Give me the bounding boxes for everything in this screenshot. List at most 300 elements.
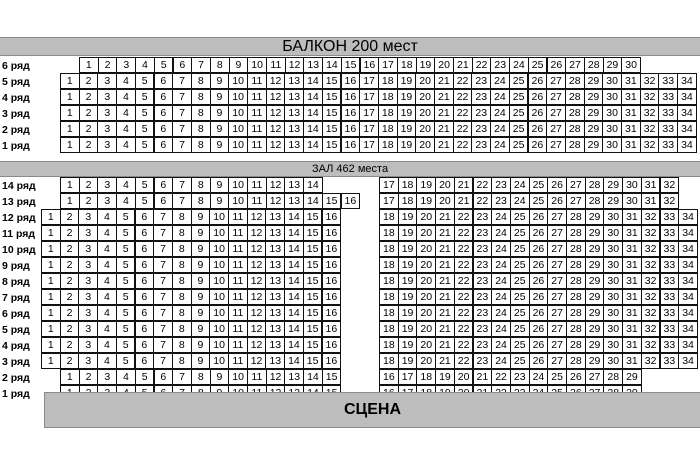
hall-seat[interactable]: 11	[228, 305, 248, 321]
hall-seat[interactable]: 18	[379, 353, 399, 369]
hall-seat[interactable]: 18	[398, 193, 418, 209]
hall-seat[interactable]: 26	[529, 273, 549, 289]
hall-seat[interactable]: 25	[510, 289, 530, 305]
hall-seat[interactable]: 23	[473, 337, 493, 353]
hall-seat[interactable]: 1	[41, 353, 61, 369]
hall-seat[interactable]: 19	[398, 353, 418, 369]
balcony-seat[interactable]: 6	[154, 105, 174, 121]
hall-seat[interactable]: 18	[379, 273, 399, 289]
balcony-seat[interactable]: 2	[79, 73, 99, 89]
hall-seat[interactable]: 29	[585, 289, 605, 305]
hall-seat[interactable]: 10	[209, 241, 229, 257]
hall-seat[interactable]: 12	[247, 289, 267, 305]
hall-seat[interactable]: 7	[153, 257, 173, 273]
balcony-seat[interactable]: 25	[509, 137, 529, 153]
balcony-seat[interactable]: 8	[210, 57, 230, 73]
hall-seat[interactable]: 22	[454, 241, 474, 257]
hall-seat[interactable]: 27	[547, 353, 567, 369]
hall-seat[interactable]: 34	[678, 257, 698, 273]
hall-seat[interactable]: 21	[454, 177, 474, 193]
hall-seat[interactable]: 20	[416, 321, 436, 337]
balcony-seat[interactable]: 15	[341, 57, 361, 73]
hall-seat[interactable]: 20	[435, 193, 455, 209]
balcony-seat[interactable]: 34	[677, 137, 697, 153]
hall-seat[interactable]: 29	[585, 273, 605, 289]
hall-seat[interactable]: 2	[60, 353, 80, 369]
balcony-seat[interactable]: 9	[210, 137, 230, 153]
balcony-seat[interactable]: 26	[547, 57, 567, 73]
balcony-seat[interactable]: 2	[79, 121, 99, 137]
hall-seat[interactable]: 2	[60, 337, 80, 353]
balcony-seat[interactable]: 1	[60, 137, 80, 153]
hall-seat[interactable]: 3	[78, 273, 98, 289]
balcony-seat[interactable]: 2	[98, 57, 118, 73]
hall-seat[interactable]: 19	[398, 321, 418, 337]
hall-seat[interactable]: 16	[322, 321, 342, 337]
balcony-seat[interactable]: 9	[210, 73, 230, 89]
hall-seat[interactable]: 31	[622, 209, 642, 225]
hall-seat[interactable]: 14	[303, 177, 323, 193]
balcony-seat[interactable]: 19	[397, 121, 417, 137]
hall-seat[interactable]: 24	[491, 225, 511, 241]
balcony-seat[interactable]: 29	[584, 137, 604, 153]
balcony-seat[interactable]: 29	[584, 73, 604, 89]
hall-seat[interactable]: 14	[284, 225, 304, 241]
hall-seat[interactable]: 13	[265, 257, 285, 273]
hall-seat[interactable]: 5	[116, 209, 136, 225]
hall-seat[interactable]: 13	[265, 305, 285, 321]
hall-seat[interactable]: 28	[566, 353, 586, 369]
hall-seat[interactable]: 13	[265, 289, 285, 305]
hall-seat[interactable]: 27	[547, 305, 567, 321]
balcony-seat[interactable]: 11	[266, 57, 286, 73]
balcony-seat[interactable]: 19	[397, 89, 417, 105]
hall-seat[interactable]: 6	[154, 369, 174, 385]
hall-seat[interactable]: 4	[97, 257, 117, 273]
balcony-seat[interactable]: 6	[173, 57, 193, 73]
hall-seat[interactable]: 23	[510, 369, 530, 385]
hall-seat[interactable]: 24	[491, 273, 511, 289]
hall-seat[interactable]: 29	[585, 321, 605, 337]
hall-seat[interactable]: 21	[435, 321, 455, 337]
balcony-seat[interactable]: 6	[154, 89, 174, 105]
balcony-seat[interactable]: 26	[528, 89, 548, 105]
hall-seat[interactable]: 4	[97, 289, 117, 305]
hall-seat[interactable]: 15	[303, 337, 323, 353]
hall-seat[interactable]: 14	[284, 209, 304, 225]
hall-seat[interactable]: 6	[135, 273, 155, 289]
hall-seat[interactable]: 23	[473, 225, 493, 241]
hall-seat[interactable]: 26	[529, 305, 549, 321]
hall-seat[interactable]: 7	[172, 177, 192, 193]
hall-seat[interactable]: 18	[379, 257, 399, 273]
balcony-seat[interactable]: 13	[284, 137, 304, 153]
hall-seat[interactable]: 31	[622, 273, 642, 289]
hall-seat[interactable]: 22	[473, 193, 493, 209]
hall-seat[interactable]: 8	[172, 273, 192, 289]
hall-seat[interactable]: 3	[97, 369, 117, 385]
hall-seat[interactable]: 25	[529, 193, 549, 209]
hall-seat[interactable]: 26	[529, 321, 549, 337]
hall-seat[interactable]: 6	[135, 337, 155, 353]
hall-seat[interactable]: 5	[135, 369, 155, 385]
hall-seat[interactable]: 11	[228, 241, 248, 257]
hall-seat[interactable]: 23	[491, 177, 511, 193]
balcony-seat[interactable]: 11	[247, 73, 267, 89]
hall-seat[interactable]: 9	[191, 257, 211, 273]
balcony-seat[interactable]: 28	[565, 105, 585, 121]
balcony-seat[interactable]: 23	[471, 137, 491, 153]
hall-seat[interactable]: 4	[116, 193, 136, 209]
balcony-seat[interactable]: 22	[472, 57, 492, 73]
hall-seat[interactable]: 1	[41, 273, 61, 289]
hall-seat[interactable]: 8	[172, 305, 192, 321]
hall-seat[interactable]: 27	[547, 321, 567, 337]
balcony-seat[interactable]: 1	[60, 89, 80, 105]
balcony-seat[interactable]: 15	[322, 137, 342, 153]
hall-seat[interactable]: 33	[660, 273, 680, 289]
hall-seat[interactable]: 11	[228, 337, 248, 353]
hall-seat[interactable]: 19	[398, 209, 418, 225]
hall-seat[interactable]: 18	[379, 321, 399, 337]
balcony-seat[interactable]: 17	[359, 105, 379, 121]
balcony-seat[interactable]: 9	[210, 89, 230, 105]
hall-seat[interactable]: 17	[379, 177, 399, 193]
balcony-seat[interactable]: 22	[453, 137, 473, 153]
hall-seat[interactable]: 19	[416, 177, 436, 193]
hall-seat[interactable]: 25	[510, 257, 530, 273]
balcony-seat[interactable]: 32	[640, 89, 660, 105]
balcony-seat[interactable]: 14	[303, 89, 323, 105]
hall-seat[interactable]: 21	[435, 337, 455, 353]
hall-seat[interactable]: 1	[41, 209, 61, 225]
hall-seat[interactable]: 6	[135, 321, 155, 337]
hall-seat[interactable]: 7	[153, 241, 173, 257]
hall-seat[interactable]: 34	[678, 241, 698, 257]
balcony-seat[interactable]: 4	[116, 73, 136, 89]
hall-seat[interactable]: 10	[209, 257, 229, 273]
balcony-seat[interactable]: 13	[284, 105, 304, 121]
hall-seat[interactable]: 18	[379, 241, 399, 257]
hall-seat[interactable]: 11	[247, 193, 267, 209]
hall-seat[interactable]: 4	[97, 225, 117, 241]
hall-seat[interactable]: 16	[322, 289, 342, 305]
hall-seat[interactable]: 21	[435, 289, 455, 305]
balcony-seat[interactable]: 25	[509, 121, 529, 137]
balcony-seat[interactable]: 21	[434, 73, 454, 89]
hall-seat[interactable]: 28	[566, 273, 586, 289]
balcony-seat[interactable]: 26	[528, 105, 548, 121]
hall-seat[interactable]: 26	[547, 177, 567, 193]
hall-seat[interactable]: 2	[60, 241, 80, 257]
hall-seat[interactable]: 14	[284, 353, 304, 369]
hall-seat[interactable]: 33	[660, 337, 680, 353]
hall-seat[interactable]: 4	[97, 353, 117, 369]
hall-seat[interactable]: 4	[97, 241, 117, 257]
balcony-seat[interactable]: 33	[658, 89, 678, 105]
balcony-seat[interactable]: 16	[341, 121, 361, 137]
balcony-seat[interactable]: 27	[546, 121, 566, 137]
balcony-seat[interactable]: 3	[97, 137, 117, 153]
hall-seat[interactable]: 12	[247, 305, 267, 321]
hall-seat[interactable]: 16	[322, 305, 342, 321]
hall-seat[interactable]: 1	[41, 305, 61, 321]
hall-seat[interactable]: 3	[78, 289, 98, 305]
hall-seat[interactable]: 8	[172, 257, 192, 273]
hall-seat[interactable]: 30	[622, 193, 642, 209]
hall-seat[interactable]: 9	[191, 337, 211, 353]
balcony-seat[interactable]: 17	[359, 73, 379, 89]
hall-seat[interactable]: 7	[153, 225, 173, 241]
balcony-seat[interactable]: 21	[434, 137, 454, 153]
hall-seat[interactable]: 7	[153, 353, 173, 369]
balcony-seat[interactable]: 15	[322, 105, 342, 121]
hall-seat[interactable]: 4	[97, 273, 117, 289]
hall-seat[interactable]: 3	[78, 241, 98, 257]
hall-seat[interactable]: 25	[510, 321, 530, 337]
balcony-seat[interactable]: 14	[322, 57, 342, 73]
balcony-seat[interactable]: 13	[284, 89, 304, 105]
hall-seat[interactable]: 32	[641, 241, 661, 257]
hall-seat[interactable]: 9	[191, 305, 211, 321]
balcony-seat[interactable]: 34	[677, 121, 697, 137]
hall-seat[interactable]: 21	[435, 353, 455, 369]
hall-seat[interactable]: 16	[322, 241, 342, 257]
hall-seat[interactable]: 16	[322, 225, 342, 241]
hall-seat[interactable]: 22	[491, 369, 511, 385]
hall-seat[interactable]: 24	[491, 305, 511, 321]
hall-seat[interactable]: 14	[284, 273, 304, 289]
balcony-seat[interactable]: 28	[565, 137, 585, 153]
hall-seat[interactable]: 28	[566, 337, 586, 353]
balcony-seat[interactable]: 24	[490, 73, 510, 89]
hall-seat[interactable]: 30	[603, 273, 623, 289]
hall-seat[interactable]: 28	[566, 241, 586, 257]
hall-seat[interactable]: 15	[303, 225, 323, 241]
balcony-seat[interactable]: 27	[546, 137, 566, 153]
hall-seat[interactable]: 29	[585, 353, 605, 369]
hall-seat[interactable]: 13	[265, 273, 285, 289]
hall-seat[interactable]: 5	[135, 177, 155, 193]
balcony-seat[interactable]: 18	[378, 121, 398, 137]
balcony-seat[interactable]: 26	[528, 137, 548, 153]
hall-seat[interactable]: 7	[153, 321, 173, 337]
hall-seat[interactable]: 10	[209, 305, 229, 321]
hall-seat[interactable]: 10	[209, 225, 229, 241]
hall-seat[interactable]: 27	[566, 177, 586, 193]
balcony-seat[interactable]: 7	[191, 57, 211, 73]
balcony-seat[interactable]: 31	[621, 105, 641, 121]
balcony-seat[interactable]: 2	[79, 137, 99, 153]
balcony-seat[interactable]: 16	[341, 89, 361, 105]
balcony-seat[interactable]: 27	[546, 89, 566, 105]
balcony-seat[interactable]: 20	[415, 73, 435, 89]
hall-seat[interactable]: 4	[97, 305, 117, 321]
balcony-seat[interactable]: 9	[210, 105, 230, 121]
hall-seat[interactable]: 18	[379, 337, 399, 353]
hall-seat[interactable]: 15	[303, 289, 323, 305]
hall-seat[interactable]: 12	[247, 209, 267, 225]
hall-seat[interactable]: 23	[473, 321, 493, 337]
hall-seat[interactable]: 26	[529, 209, 549, 225]
balcony-seat[interactable]: 11	[247, 137, 267, 153]
hall-seat[interactable]: 30	[603, 337, 623, 353]
balcony-seat[interactable]: 7	[172, 73, 192, 89]
hall-seat[interactable]: 2	[60, 209, 80, 225]
hall-seat[interactable]: 23	[473, 257, 493, 273]
hall-seat[interactable]: 33	[660, 289, 680, 305]
hall-seat[interactable]: 32	[641, 209, 661, 225]
balcony-seat[interactable]: 8	[191, 105, 211, 121]
balcony-seat[interactable]: 5	[154, 57, 174, 73]
hall-seat[interactable]: 22	[454, 273, 474, 289]
hall-seat[interactable]: 8	[172, 209, 192, 225]
hall-seat[interactable]: 32	[641, 353, 661, 369]
balcony-seat[interactable]: 26	[528, 121, 548, 137]
hall-seat[interactable]: 26	[529, 337, 549, 353]
hall-seat[interactable]: 13	[265, 241, 285, 257]
balcony-seat[interactable]: 32	[640, 137, 660, 153]
hall-seat[interactable]: 5	[116, 353, 136, 369]
hall-seat[interactable]: 5	[135, 193, 155, 209]
hall-seat[interactable]: 32	[641, 257, 661, 273]
balcony-seat[interactable]: 3	[97, 105, 117, 121]
hall-seat[interactable]: 29	[585, 241, 605, 257]
hall-seat[interactable]: 20	[416, 209, 436, 225]
hall-seat[interactable]: 2	[60, 257, 80, 273]
hall-seat[interactable]: 27	[547, 209, 567, 225]
hall-seat[interactable]: 30	[603, 353, 623, 369]
balcony-seat[interactable]: 23	[471, 73, 491, 89]
hall-seat[interactable]: 34	[678, 209, 698, 225]
hall-seat[interactable]: 24	[491, 289, 511, 305]
balcony-seat[interactable]: 28	[565, 121, 585, 137]
hall-seat[interactable]: 1	[60, 369, 80, 385]
balcony-seat[interactable]: 12	[266, 121, 286, 137]
balcony-seat[interactable]: 33	[658, 73, 678, 89]
hall-seat[interactable]: 1	[41, 257, 61, 273]
hall-seat[interactable]: 15	[303, 321, 323, 337]
balcony-seat[interactable]: 11	[247, 105, 267, 121]
balcony-seat[interactable]: 12	[285, 57, 305, 73]
hall-seat[interactable]: 11	[247, 177, 267, 193]
hall-seat[interactable]: 34	[678, 321, 698, 337]
hall-seat[interactable]: 23	[473, 241, 493, 257]
hall-seat[interactable]: 30	[603, 305, 623, 321]
hall-seat[interactable]: 20	[416, 337, 436, 353]
hall-seat[interactable]: 21	[435, 225, 455, 241]
hall-seat[interactable]: 13	[265, 337, 285, 353]
balcony-seat[interactable]: 21	[434, 121, 454, 137]
hall-seat[interactable]: 29	[585, 257, 605, 273]
hall-seat[interactable]: 16	[322, 273, 342, 289]
hall-seat[interactable]: 2	[60, 289, 80, 305]
hall-seat[interactable]: 9	[191, 225, 211, 241]
hall-seat[interactable]: 11	[228, 225, 248, 241]
hall-seat[interactable]: 5	[116, 225, 136, 241]
hall-seat[interactable]: 5	[116, 321, 136, 337]
hall-seat[interactable]: 22	[454, 225, 474, 241]
balcony-seat[interactable]: 1	[60, 105, 80, 121]
hall-seat[interactable]: 5	[116, 337, 136, 353]
hall-seat[interactable]: 11	[228, 209, 248, 225]
hall-seat[interactable]: 3	[78, 305, 98, 321]
hall-seat[interactable]: 22	[454, 321, 474, 337]
hall-seat[interactable]: 31	[622, 321, 642, 337]
hall-seat[interactable]: 11	[247, 369, 267, 385]
balcony-seat[interactable]: 2	[79, 89, 99, 105]
hall-seat[interactable]: 25	[547, 369, 567, 385]
balcony-seat[interactable]: 6	[154, 73, 174, 89]
hall-seat[interactable]: 13	[284, 369, 304, 385]
hall-seat[interactable]: 30	[603, 321, 623, 337]
hall-seat[interactable]: 22	[454, 353, 474, 369]
hall-seat[interactable]: 3	[78, 257, 98, 273]
balcony-seat[interactable]: 22	[453, 105, 473, 121]
hall-seat[interactable]: 6	[154, 177, 174, 193]
balcony-seat[interactable]: 31	[621, 137, 641, 153]
hall-seat[interactable]: 29	[585, 209, 605, 225]
balcony-seat[interactable]: 32	[640, 121, 660, 137]
balcony-seat[interactable]: 4	[116, 121, 136, 137]
hall-seat[interactable]: 31	[622, 225, 642, 241]
hall-seat[interactable]: 5	[116, 305, 136, 321]
balcony-seat[interactable]: 30	[602, 73, 622, 89]
hall-seat[interactable]: 26	[529, 353, 549, 369]
balcony-seat[interactable]: 29	[584, 105, 604, 121]
hall-seat[interactable]: 33	[660, 353, 680, 369]
hall-seat[interactable]: 30	[603, 289, 623, 305]
balcony-seat[interactable]: 22	[453, 89, 473, 105]
hall-seat[interactable]: 19	[435, 369, 455, 385]
hall-seat[interactable]: 28	[603, 369, 623, 385]
balcony-seat[interactable]: 12	[266, 105, 286, 121]
hall-seat[interactable]: 28	[566, 257, 586, 273]
balcony-seat[interactable]: 18	[397, 57, 417, 73]
hall-seat[interactable]: 29	[585, 225, 605, 241]
balcony-seat[interactable]: 32	[640, 105, 660, 121]
balcony-seat[interactable]: 34	[677, 73, 697, 89]
hall-seat[interactable]: 20	[435, 177, 455, 193]
hall-seat[interactable]: 10	[209, 289, 229, 305]
balcony-seat[interactable]: 29	[603, 57, 623, 73]
hall-seat[interactable]: 2	[60, 305, 80, 321]
hall-seat[interactable]: 12	[247, 257, 267, 273]
hall-seat[interactable]: 22	[454, 289, 474, 305]
balcony-seat[interactable]: 17	[378, 57, 398, 73]
hall-seat[interactable]: 27	[547, 257, 567, 273]
hall-seat[interactable]: 23	[473, 273, 493, 289]
hall-seat[interactable]: 27	[547, 273, 567, 289]
hall-seat[interactable]: 28	[566, 305, 586, 321]
hall-seat[interactable]: 14	[303, 193, 323, 209]
hall-seat[interactable]: 32	[641, 273, 661, 289]
hall-seat[interactable]: 25	[529, 177, 549, 193]
hall-seat[interactable]: 12	[266, 177, 286, 193]
balcony-seat[interactable]: 12	[266, 137, 286, 153]
balcony-seat[interactable]: 24	[490, 105, 510, 121]
hall-seat[interactable]: 22	[454, 257, 474, 273]
hall-seat[interactable]: 7	[153, 305, 173, 321]
hall-seat[interactable]: 25	[510, 225, 530, 241]
balcony-seat[interactable]: 18	[378, 89, 398, 105]
balcony-seat[interactable]: 24	[509, 57, 529, 73]
balcony-seat[interactable]: 7	[172, 105, 192, 121]
hall-seat[interactable]: 20	[416, 225, 436, 241]
balcony-seat[interactable]: 10	[228, 121, 248, 137]
hall-seat[interactable]: 25	[510, 209, 530, 225]
hall-seat[interactable]: 8	[172, 353, 192, 369]
